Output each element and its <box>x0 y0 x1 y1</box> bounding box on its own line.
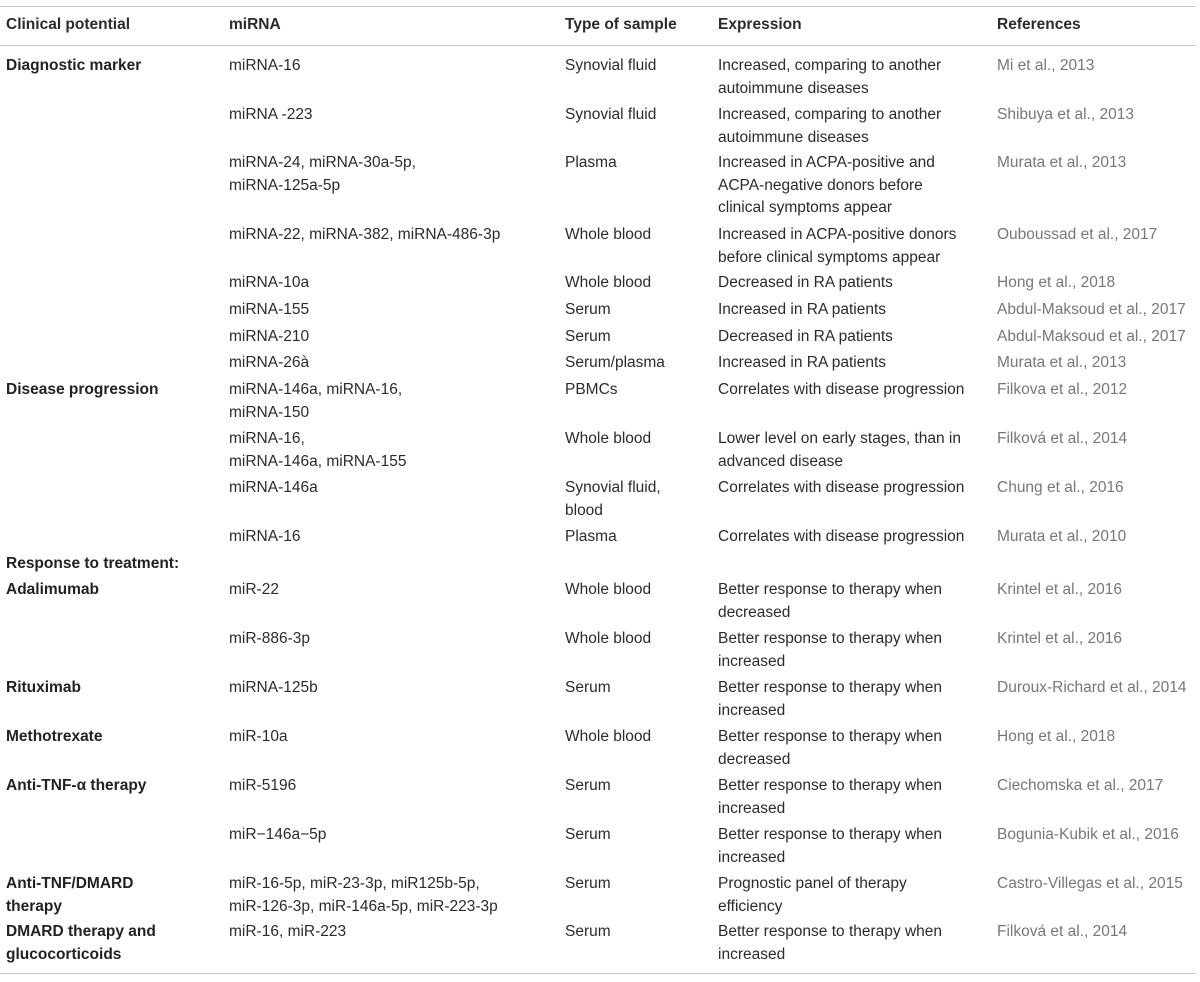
top-rule <box>0 6 1196 7</box>
category-label: Adalimumab <box>6 581 100 598</box>
category-label: Methotrexate <box>6 728 103 745</box>
expression-cell: Better response to therapy when decreased <box>718 581 943 621</box>
reference-cell: Castro-Villegas et al., 2015 <box>997 875 1183 892</box>
expression-cell: Better response to therapy when increased <box>718 826 943 866</box>
mirna-cell: miRNA-210 <box>229 328 310 345</box>
mirna-cell: miRNA-10a <box>229 274 310 291</box>
header-type-of-sample: Type of sample <box>565 16 677 33</box>
header-rule <box>0 45 1196 46</box>
sample-cell: Whole blood <box>565 226 652 243</box>
expression-cell: Increased in RA patients <box>718 301 887 318</box>
expression-cell: Better response to therapy when decreased <box>718 728 943 768</box>
sample-cell: Whole blood <box>565 728 652 745</box>
reference-cell: Krintel et al., 2016 <box>997 581 1122 598</box>
category-label: Response to treatment: <box>6 555 180 572</box>
expression-cell: Decreased in RA patients <box>718 328 893 345</box>
expression-cell: Better response to therapy when increased <box>718 923 943 963</box>
mirna-cell: miRNA-26à <box>229 354 310 371</box>
expression-cell: Better response to therapy when increased <box>718 679 943 719</box>
mirna-cell: miR-886-3p <box>229 630 310 647</box>
mirna-cell: miRNA-16, miRNA-146a, miRNA-155 <box>229 430 407 470</box>
reference-cell: Hong et al., 2018 <box>997 274 1116 291</box>
category-label: Diagnostic marker <box>6 57 142 74</box>
expression-cell: Increased in ACPA-positive donors before clinical symptoms appear <box>718 226 957 266</box>
reference-cell: Filková et al., 2014 <box>997 430 1128 447</box>
sample-cell: Serum <box>565 826 611 843</box>
sample-cell: PBMCs <box>565 381 618 398</box>
expression-cell: Lower level on early stages, than in advanced disease <box>718 430 961 470</box>
category-label: DMARD therapy and glucocorticoids <box>6 923 156 963</box>
bottom-rule <box>0 973 1196 974</box>
mirna-cell: miR-10a <box>229 728 288 745</box>
header-clinical-potential: Clinical potential <box>6 16 131 33</box>
header-references: References <box>997 16 1081 33</box>
expression-cell: Correlates with disease progression <box>718 528 965 545</box>
header-mirna: miRNA <box>229 16 281 33</box>
reference-cell: Krintel et al., 2016 <box>997 630 1122 647</box>
reference-cell: Chung et al., 2016 <box>997 479 1124 496</box>
mirna-cell: miR-16, miR-223 <box>229 923 347 940</box>
expression-cell: Prognostic panel of therapy efficiency <box>718 875 907 915</box>
sample-cell: Serum/plasma <box>565 354 665 371</box>
reference-cell: Abdul-Maksoud et al., 2017 <box>997 328 1186 345</box>
reference-cell: Murata et al., 2013 <box>997 354 1127 371</box>
reference-cell: Murata et al., 2010 <box>997 528 1127 545</box>
expression-cell: Correlates with disease progression <box>718 381 965 398</box>
category-label: Disease progression <box>6 381 159 398</box>
sample-cell: Serum <box>565 777 611 794</box>
reference-cell: Murata et al., 2013 <box>997 154 1127 171</box>
reference-cell: Shibuya et al., 2013 <box>997 106 1135 123</box>
reference-cell: Abdul-Maksoud et al., 2017 <box>997 301 1186 318</box>
mirna-cell: miRNA-16 <box>229 528 301 545</box>
mirna-cell: miRNA-16 <box>229 57 301 74</box>
sample-cell: Synovial fluid <box>565 57 657 74</box>
mirna-cell: miR-16-5p, miR-23-3p, miR125b-5p, miR-126-3p, miR-146a-5p, miR-223-3p <box>229 875 498 915</box>
sample-cell: Synovial fluid, blood <box>565 479 661 519</box>
sample-cell: Synovial fluid <box>565 106 657 123</box>
mirna-cell: miRNA-22, miRNA-382, miRNA-486-3p <box>229 226 501 243</box>
sample-cell: Whole blood <box>565 581 652 598</box>
reference-cell: Ouboussad et al., 2017 <box>997 226 1158 243</box>
mirna-cell: miRNA-146a, miRNA-16, miRNA-150 <box>229 381 403 421</box>
expression-cell: Correlates with disease progression <box>718 479 965 496</box>
expression-cell: Increased in RA patients <box>718 354 887 371</box>
mirna-cell: miRNA-125b <box>229 679 318 696</box>
category-label: Rituximab <box>6 679 81 696</box>
mirna-cell: miRNA-24, miRNA-30a-5p, miRNA-125a-5p <box>229 154 416 194</box>
sample-cell: Serum <box>565 328 611 345</box>
sample-cell: Plasma <box>565 154 617 171</box>
sample-cell: Whole blood <box>565 274 652 291</box>
expression-cell: Increased, comparing to another autoimmune diseases <box>718 57 942 97</box>
sample-cell: Serum <box>565 301 611 318</box>
reference-cell: Bogunia-Kubik et al., 2016 <box>997 826 1179 843</box>
header-expression: Expression <box>718 16 802 33</box>
reference-cell: Filková et al., 2014 <box>997 923 1128 940</box>
category-label: Anti-TNF-α therapy <box>6 777 147 794</box>
expression-cell: Better response to therapy when increased <box>718 630 943 670</box>
reference-cell: Mi et al., 2013 <box>997 57 1095 74</box>
expression-cell: Decreased in RA patients <box>718 274 893 291</box>
mirna-cell: miR−146a−5p <box>229 826 327 843</box>
sample-cell: Serum <box>565 875 611 892</box>
reference-cell: Hong et al., 2018 <box>997 728 1116 745</box>
category-label: Anti-TNF/DMARD therapy <box>6 875 134 915</box>
sample-cell: Plasma <box>565 528 617 545</box>
mirna-cell: miRNA-146a <box>229 479 318 496</box>
mirna-cell: miRNA -223 <box>229 106 313 123</box>
reference-cell: Filkova et al., 2012 <box>997 381 1128 398</box>
expression-cell: Better response to therapy when increased <box>718 777 943 817</box>
reference-cell: Ciechomska et al., 2017 <box>997 777 1164 794</box>
mirna-cell: miR-5196 <box>229 777 297 794</box>
sample-cell: Serum <box>565 679 611 696</box>
sample-cell: Whole blood <box>565 630 652 647</box>
sample-cell: Whole blood <box>565 430 652 447</box>
expression-cell: Increased in ACPA-positive and ACPA-negative donors before clinical symptoms appear <box>718 154 935 216</box>
expression-cell: Increased, comparing to another autoimmune diseases <box>718 106 942 146</box>
mirna-cell: miRNA-155 <box>229 301 310 318</box>
mirna-cell: miR-22 <box>229 581 279 598</box>
sample-cell: Serum <box>565 923 611 940</box>
reference-cell: Duroux-Richard et al., 2014 <box>997 679 1187 696</box>
